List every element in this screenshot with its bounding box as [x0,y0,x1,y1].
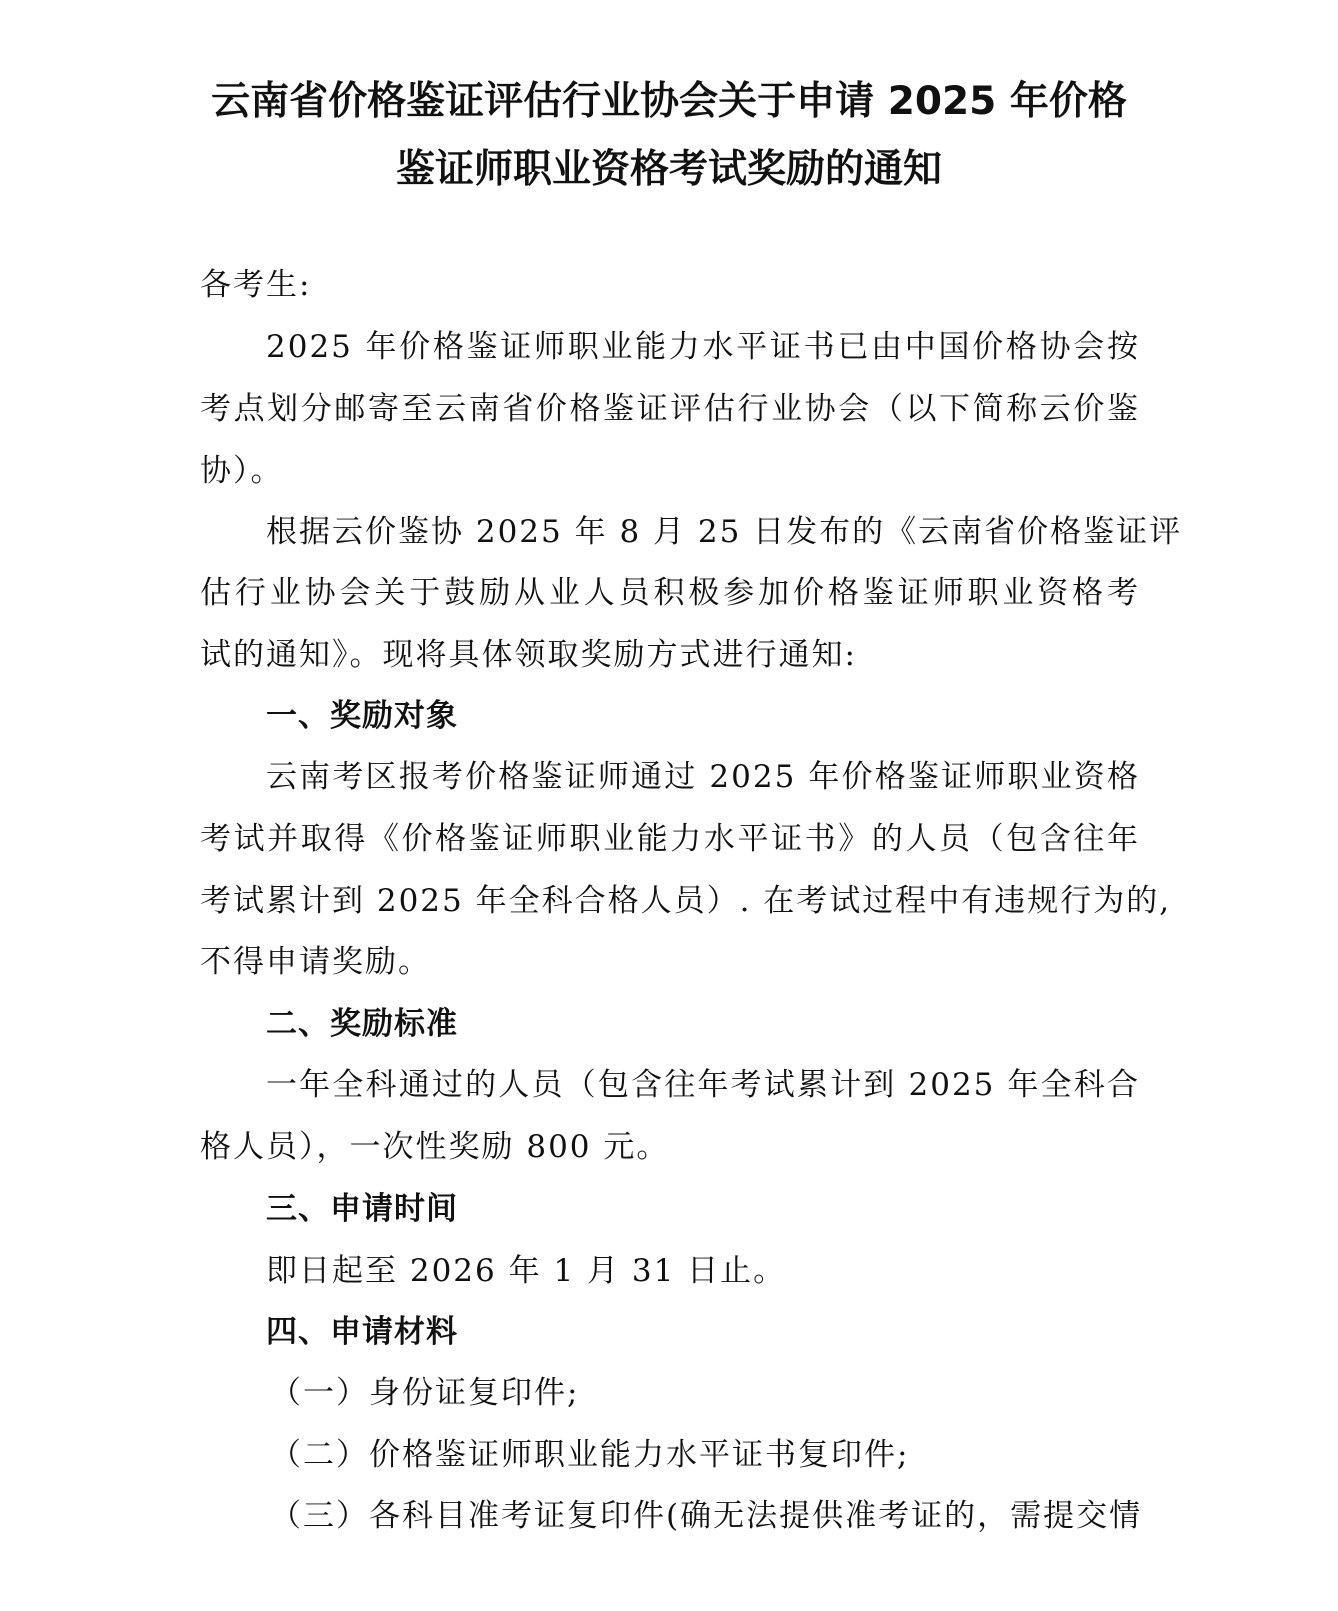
paragraph-line: 2025 年价格鉴证师职业能力水平证书已由中国价格协会按 [266,329,1140,365]
list-item: （二）价格鉴证师职业能力水平证书复印件; [270,1437,910,1473]
list-item: （三）各科目准考证复印件(确无法提供准考证的，需提交情 [270,1498,1143,1534]
salutation: 各考生: [200,267,312,303]
paragraph-line: 考点划分邮寄至云南省价格鉴证评估行业协会（以下简称云价鉴 [200,391,1140,427]
section-heading: 四、申请材料 [266,1314,458,1350]
section-line: 一年全科通过的人员（包含往年考试累计到 2025 年全科合 [266,1067,1140,1103]
document-title-line-2: 鉴证师职业资格考试奖励的通知 [395,147,942,192]
section-line: 考试并取得《价格鉴证师职业能力水平证书》的人员（包含往年 [200,821,1140,857]
section-heading: 二、奖励标准 [266,1006,458,1042]
section-heading: 一、奖励对象 [266,698,458,734]
section-line: 考试累计到 2025 年全科合格人员）. 在考试过程中有违规行为的, [200,883,1172,919]
section-heading: 三、申请时间 [266,1191,458,1227]
section-line: 不得申请奖励。 [200,944,431,980]
section-line: 格人员），一次性奖励 800 元。 [200,1129,670,1165]
paragraph-line: 试的通知》。现将具体领取奖励方式进行通知: [200,637,857,673]
paragraph-line: 协）。 [200,453,284,489]
section-line: 云南考区报考价格鉴证师通过 2025 年价格鉴证师职业资格 [266,759,1140,795]
paragraph-line: 根据云价鉴协 2025 年 8 月 25 日发布的《云南省价格鉴证评 [266,514,1183,550]
paragraph-line: 估行业协会关于鼓励从业人员积极参加价格鉴证师职业资格考 [200,575,1140,611]
document-title-line-1: 云南省价格鉴证评估行业协会关于申请 2025 年价格 [211,79,1127,124]
list-item: （一）身份证复印件; [270,1375,580,1411]
section-line: 即日起至 2026 年 1 月 31 日止。 [266,1253,787,1289]
